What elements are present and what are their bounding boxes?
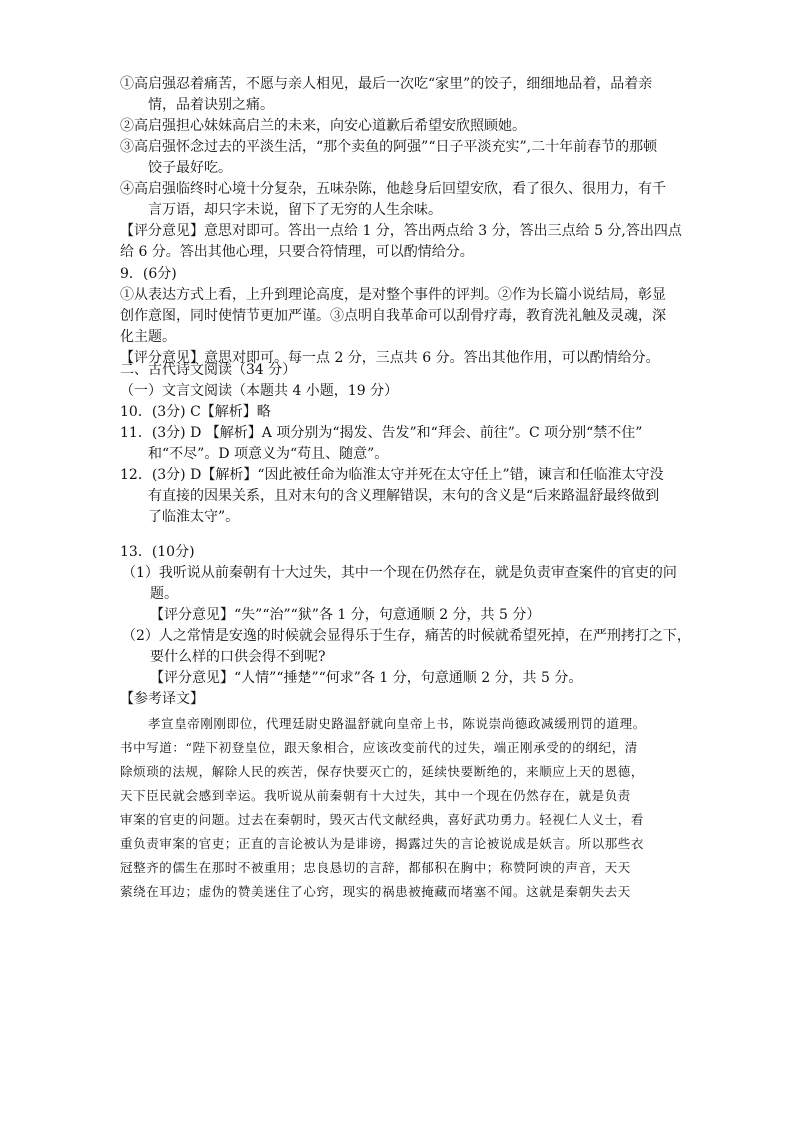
q8-item-1-line-1: ①高启强忍着痛苦，不愿与亲人相见，最后一次吃“家里”的饺子，细细地品着，品着亲 [120,76,653,92]
q8-grading-line-1: 【评分意见】意思对即可。答出一点给 1 分，答出两点给 3 分，答出三点给 5 分,答出四点 [120,223,682,239]
translation-line-4: 天下臣民就会感到幸运。我听说从前秦朝有十大过失，其中一个现在仍然存在，就是负责 [120,788,631,803]
q10-answer: 10．(3分) C【解析】略 [120,404,271,420]
q13-part1-line-1: （1）我听说从前秦朝有十大过失，其中一个现在仍然存在，就是负责审查案件的官吏的问 [122,565,677,581]
translation-line-1: 孝宣皇帝刚刚即位，代理廷尉史路温舒就向皇帝上书，陈说崇尚德政减缓刑罚的道理。 [148,716,646,731]
q13-part1-line-2: 题。 [150,586,178,602]
q8-grading-line-2: 给 6 分。答出其他心理，只要合符情理，可以酌情给分。 [120,244,474,260]
section-2-title: 二、古代诗文阅读（34 分） [120,362,297,378]
q8-item-3-line-1: ③高启强怀念过去的平淡生活，“那个卖鱼的阿强”“日子平淡充实”,二十年前春节的那顿 [120,139,658,155]
q8-item-1-line-2: 情，品着诀别之痛。 [148,97,274,113]
q9-answer-line-3: 化主题。 [120,329,176,345]
reference-translation [120,712,680,904]
q9-grading: 【评分意见】意思对即可。每一点 2 分，三点共 6 分。答出其他作用，可以酌情给分。 [120,350,660,366]
q13-header: 13．(10分) [120,544,195,560]
q13-part1-grading: 【评分意见】“失”“治”“狱”各 1 分，句意通顺 2 分，共 5 分） [150,607,541,623]
q12-line-1: 12．(3分) D【解析】“因此被任命为临淮太守并死在太守任上”错，谏言和任临淮太守没 [120,467,664,483]
translation-line-8: 萦绕在耳边；虚伪的赞美迷住了心窍，现实的祸患被掩藏而堵塞不闻。这就是秦朝失去天 [120,884,631,899]
translation-line-6: 重负责审案的官吏；正直的言论被认为是诽谤，揭露过失的言论被说成是妖言。所以那些衣 [120,836,645,851]
translation-line-2: 书中写道：“陛下初登皇位，跟天象相合，应该改变前代的过失，端正刚承受的的纲纪，清 [120,740,638,755]
q8-item-4-line-1: ④高启强临终时心境十分复杂，五味杂陈，他趁身后回望安欣，看了很久、很用力，有千 [120,181,666,197]
q9-header: 9．(6分) [120,266,177,282]
q11-line-1: 11．(3分) D 【解析】A 项分别为“揭发、告发”和“拜会、前往”。C 项分别“禁不住” [120,425,643,441]
q9-block [120,264,680,369]
q13-part2-line-2: 要什么样的口供会得不到呢? [150,649,326,665]
q8-answer-list [120,74,680,263]
q13-part2-line-1: （2）人之常情是安逸的时候就会显得乐于生存，痛苦的时候就希望死掉，在严刑拷打之下， [122,628,691,644]
translation-line-7: 冠整齐的儒生在那时不被重用；忠良恳切的言辞，都郁积在胸中；称赞阿谀的声音，天天 [120,860,631,875]
translation-line-3: 除烦琐的法规，解除人民的疾苦，保存快要灭亡的，延续快要断绝的，来顺应上天的恩德， [120,764,645,779]
translation-line-5: 审案的官吏的问题。过去在秦朝时，毁灭古代文献经典，喜好武功勇力。轻视仁人义士，看 [120,812,645,827]
q13-part2-grading: 【评分意见】“人情”“捶楚”“何求”各 1 分，句意通顺 2 分，共 5 分。 [150,670,583,686]
q9-answer-line-2: 创作意图，同时使情节更加严谨。③点明自我革命可以刮骨疗毒，教育洗礼触及灵魂，深 [120,308,666,324]
q12-line-3: 了临淮太守”。 [148,509,240,525]
section-2-subtitle: （一）文言文阅读（本题共 4 小题，19 分） [120,383,399,399]
q8-item-4-line-2: 言万语，却只字未说，留下了无穷的人生余味。 [148,202,442,218]
q9-answer-line-1: ①从表达方式上看，上升到理论高度，是对整个事件的评判。②作为长篇小说结局，彰显 [120,287,666,303]
q11-line-2: 和“不尽”。D 项意义为“苟且、随意”。 [148,446,389,462]
section-2 [120,360,680,528]
q13-block [120,542,691,710]
q8-item-3-line-2: 饺子最好吃。 [148,160,232,176]
q12-line-2: 有直接的因果关系，且对末句的含义理解错误，末句的含义是“后来路温舒最终做到 [148,488,660,504]
q8-item-2: ②高启强担心妹妹高启兰的未来，向安心道歉后希望安欣照顾她。 [120,118,526,134]
translation-title: 【参考译文】 [120,691,204,707]
